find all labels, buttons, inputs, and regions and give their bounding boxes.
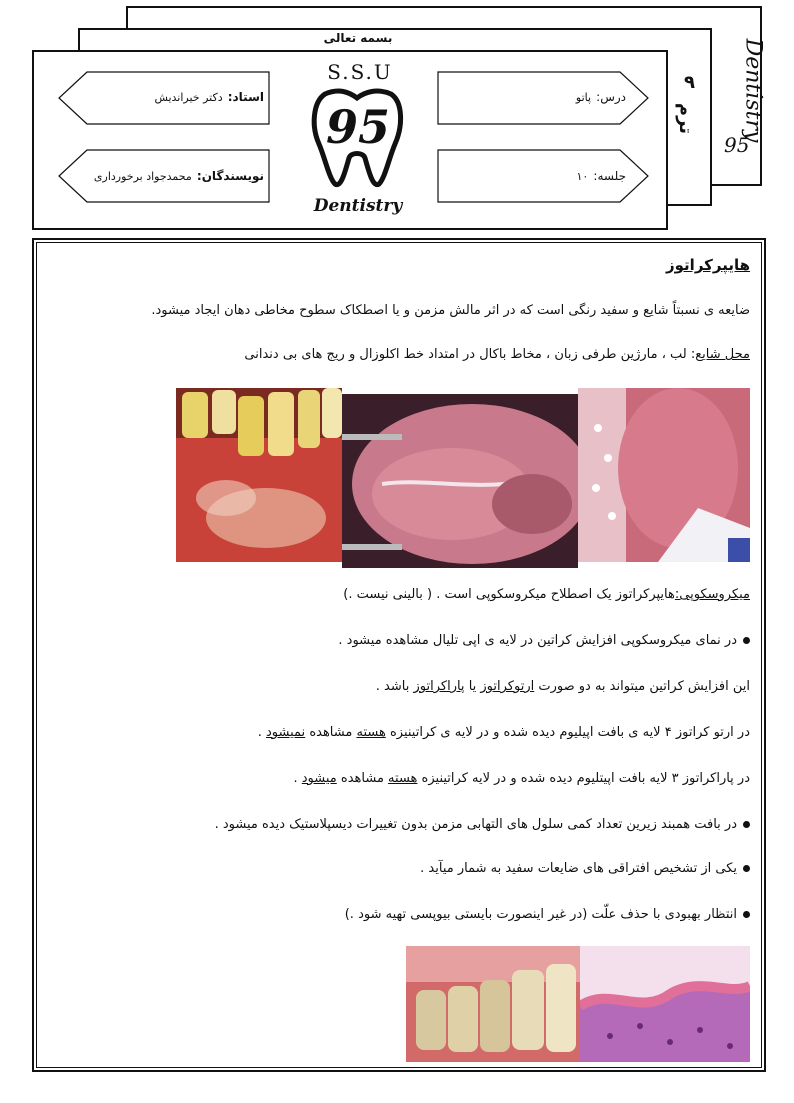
bullet-item-4-text: انتظار بهبودی با حذف علّت (در غیر اینصورت بایستی بیوپسی تهیه شود .) <box>344 907 737 922</box>
clinical-photo-buccal-mucosa <box>342 394 578 568</box>
bullet-item-2 <box>215 816 750 834</box>
side-year: 95 <box>724 133 750 157</box>
subject-label: درس: <box>596 90 626 104</box>
keratin-forms-or: یا <box>464 679 481 694</box>
bullet-item-2-text: در بافت همبند زیرین تعداد کمی سلول های التهابی مزمن بدون تغییرات دیسپلاستیک دیده میشود . <box>214 817 737 832</box>
session-field <box>450 165 626 184</box>
bullet-icon <box>743 911 750 918</box>
bullet-icon <box>743 637 750 644</box>
para-text-a: در پاراکراتوز ۳ لایه بافت اپیتلیوم دیده شده و در لایه کراتینیزه <box>417 771 750 786</box>
orthokeratosis-line <box>258 724 750 742</box>
microscopy-text: هایپرکراتوز یک اصطلاح میکروسکوپی است . ( بالینی نیست .) <box>343 587 675 602</box>
bullet-item-3-text: یکی از تشخیص افتراقی های ضایعات سفید به شمار میآید . <box>420 861 737 876</box>
logo-number: 95 <box>325 100 390 154</box>
parakeratosis-term: پاراکراتوز <box>413 679 465 694</box>
subject-field <box>450 86 626 105</box>
authors-field <box>86 165 264 184</box>
content-frame-inner <box>36 242 762 1068</box>
professor-label: استاد: <box>227 90 264 104</box>
ortho-text-c: . <box>257 725 267 740</box>
authors-label: نویسندگان: <box>196 169 264 183</box>
para-seen-term: میشود <box>301 771 337 786</box>
section-title-text: هایپرکراتوز <box>666 256 750 274</box>
logo-bottom-text: Dentistry <box>313 196 403 216</box>
session-value: ۱۰ <box>576 170 589 183</box>
bullet-item-3 <box>420 860 750 878</box>
session-label: جلسه: <box>593 169 626 183</box>
subject-value: پاتو <box>575 91 592 104</box>
basmala: بسمه تعالی <box>323 31 393 45</box>
professor-value: دکتر خیراندیش <box>154 91 223 104</box>
bullet-item-1-text: در نمای میکروسکوپی افزایش کراتین در لایه ی اپی تلیال مشاهده میشود . <box>338 633 737 648</box>
section-title <box>666 256 750 274</box>
orthokeratosis-term: ارتوکراتوز <box>480 679 535 694</box>
keratin-forms-text-a: این افزایش کراتین میتواند به دو صورت <box>534 679 750 694</box>
para-text-b: مشاهده <box>336 771 389 786</box>
para-text-c: . <box>293 771 302 786</box>
clinical-photo-tongue <box>578 388 750 562</box>
microscopy-line <box>343 586 750 604</box>
side-session-word: ترم <box>675 102 697 135</box>
keratin-forms-line <box>376 678 750 696</box>
location-text: : لب ، مارژین طرفی زبان ، مخاط باکال در امتداد خط اکلوزال و ریج های بی دندانی <box>244 347 696 362</box>
location-line <box>244 346 750 364</box>
professor-field <box>86 86 264 105</box>
keratin-forms-text-b: باشد . <box>375 679 414 694</box>
para-nucleus-term: هسته <box>388 771 418 786</box>
side-brand: Dentistry <box>740 38 766 143</box>
bullet-item-4 <box>345 906 750 924</box>
authors-value: محمدجواد برخورداری <box>93 170 192 183</box>
clinical-photo-teeth <box>406 946 580 1062</box>
ortho-nucleus-term: هسته <box>356 725 386 740</box>
bullet-item-1 <box>338 632 750 650</box>
ortho-text-a: در ارتو کراتوز ۴ لایه ی بافت اپیلیوم دیده شده و در لایه ی کراتینیزه <box>385 725 750 740</box>
definition-text: ضایعه ی نسبتاً شایع و سفید رنگی است که در اثر مالش مزمن و یا اصطکاک سطوح مخاطی دهان ایجاد میشود. <box>151 303 750 318</box>
location-label: محل شایع <box>695 347 750 362</box>
side-session-number: ۹ <box>684 72 695 93</box>
bullet-icon <box>743 821 750 828</box>
logo-top-text: S.S.U <box>327 60 393 84</box>
histology-slide <box>580 946 750 1062</box>
microscopy-label: میکروسکوپی: <box>674 587 750 602</box>
ortho-not-seen-term: نمیشود <box>266 725 306 740</box>
bullet-icon <box>743 865 750 872</box>
clinical-photo-gingiva <box>176 388 342 562</box>
parakeratosis-line <box>294 770 751 788</box>
ortho-text-b: مشاهده <box>305 725 357 740</box>
